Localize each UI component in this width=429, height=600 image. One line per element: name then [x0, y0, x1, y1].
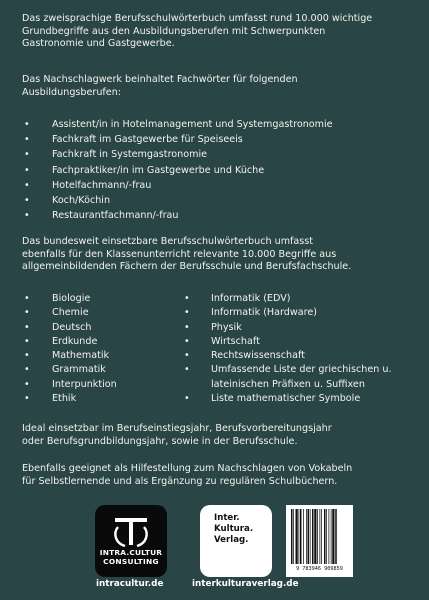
general-subjects-paragraph: [22, 236, 414, 274]
bullet: •: [24, 119, 30, 130]
list-item-label: Rechtswissenschaft: [211, 350, 305, 362]
list-item-label: Assistent/in in Hotelmanagement und Systemgastronomie: [52, 119, 333, 130]
bullet: •: [24, 393, 30, 405]
middle-line: allgemeinbildenden Fächern der Berufsschule und Berufsfachschule.: [22, 261, 352, 273]
list-item-continuation: [182, 378, 422, 392]
bullet: •: [184, 293, 190, 304]
list-item: [22, 292, 172, 306]
barcode-bar: [293, 509, 294, 564]
bullet: •: [184, 335, 190, 347]
intro-line: Das zweisprachige Berufsschulwörterbuch umfasst rund 10.000 wichtige: [22, 13, 373, 24]
list-item: [22, 306, 172, 320]
middle-line: ebenfalls für den Klassenunterricht relevante 10.000 Begriffe aus: [22, 248, 337, 260]
subject-list-left: [22, 292, 172, 406]
bullet: •: [184, 321, 190, 333]
bullet: •: [184, 350, 190, 362]
list-item: [22, 193, 414, 208]
list-item-label: Restaurantfachmann/-frau: [52, 210, 179, 222]
subject-columns: [22, 292, 422, 405]
list-item: [22, 132, 414, 147]
list-item: [182, 349, 422, 363]
list-item-label: Interpunktion: [52, 378, 117, 390]
barcode-bar: [310, 509, 311, 564]
barcode-bar: [312, 509, 314, 564]
middle-line: Das bundesweit einsetzbare Berufsschulwörterbuch umfasst: [22, 236, 314, 247]
list-item: [182, 335, 422, 349]
bullet: •: [24, 149, 30, 161]
list-item-label: Physik: [211, 321, 242, 333]
bullet: •: [24, 350, 30, 362]
barcode-bar: [321, 509, 322, 564]
list-item: [22, 178, 414, 193]
isbn-barcode: [286, 505, 353, 577]
bullet: •: [24, 321, 30, 333]
list-item: [182, 292, 422, 306]
interkultura-line3: Verlag.: [214, 535, 249, 545]
ideal-line: oder Berufsgrundbildungsjahr, sowie in der Berufsschule.: [22, 435, 298, 447]
barcode-bar: [331, 509, 332, 564]
list-item: [22, 378, 172, 392]
ideal-use-paragraph: [22, 423, 414, 448]
barcode-bar: [335, 509, 337, 564]
bullet: •: [184, 307, 190, 319]
bullet: •: [24, 164, 30, 176]
list-item: [22, 335, 172, 349]
also-suitable-paragraph: [22, 463, 414, 488]
barcode-bar: [300, 509, 302, 564]
ebenfalls-line: Ebenfalls geeignet als Hilfestellung zum Nachschlagen von Vokabeln: [22, 463, 353, 474]
bullet: •: [24, 335, 30, 347]
barcode-number: 9 783946 909859: [296, 566, 343, 572]
barcode-bar: [291, 509, 293, 564]
list-item: [182, 306, 422, 320]
list-item: [22, 349, 172, 363]
list-item-label: Mathematik: [52, 350, 110, 362]
bullet: •: [24, 179, 30, 191]
list-item-label: Informatik (EDV): [211, 293, 291, 304]
list-item: [22, 208, 414, 223]
bullet: •: [24, 364, 30, 376]
list-item: [22, 321, 172, 335]
list-item-label: Deutsch: [52, 321, 92, 333]
intracultur-mark-icon: [109, 513, 153, 549]
list-item: [22, 163, 414, 178]
list-item-label: Fachkraft in Systemgastronomie: [52, 149, 208, 161]
intracultur-line1: INTRA.CULTUR: [99, 548, 163, 557]
barcode-bar: [296, 509, 298, 564]
list-item-label: Umfassende Liste der griechischen u.: [211, 364, 392, 376]
bullet: •: [24, 307, 30, 319]
list-item: [182, 321, 422, 335]
list-item-label: Erdkunde: [52, 335, 98, 347]
barcode-bars: [290, 509, 349, 564]
barcode-bar: [317, 509, 318, 564]
list-item: [182, 392, 422, 406]
barcode-bar: [314, 509, 316, 564]
bullet: •: [24, 194, 30, 206]
barcode-bar: [299, 509, 300, 564]
bullet: •: [24, 293, 30, 304]
bullet: •: [24, 134, 30, 146]
intro-line: Gastronomie und Gastgewerbe.: [22, 38, 175, 50]
intro-paragraph: [22, 13, 414, 51]
apprenticeship-list: [22, 117, 414, 223]
list-item-label: Biologie: [52, 293, 91, 304]
intro-line: Grundbegriffe aus den Ausbildungsberufen mit Schwerpunkten: [22, 25, 326, 37]
intracultur-line2: CONSULTING: [103, 557, 159, 566]
lead-line: Ausbildungsberufen:: [22, 86, 122, 98]
list-item-label: Fachkraft im Gastgewerbe für Speiseeis: [52, 134, 243, 146]
barcode-bar: [324, 509, 326, 564]
subject-list-right: [182, 292, 422, 406]
lead-line: Das Nachschlagwerk beinhaltet Fachwörter für folgenden: [22, 74, 298, 85]
interkultura-logo: [200, 505, 272, 577]
interkultura-url[interactable]: interkulturaverlag.de: [192, 579, 299, 589]
barcode-bar: [308, 509, 310, 564]
list-item-label: Wirtschaft: [211, 335, 260, 347]
list-item-label: Informatik (Hardware): [211, 307, 317, 319]
list-item-label: Koch/Köchin: [52, 194, 111, 206]
ebenfalls-line: für Selbstlernende und als Ergänzung zu regulären Schulbüchern.: [22, 475, 338, 487]
interkultura-logo-text: [214, 513, 264, 546]
interkultura-line1: Inter.: [214, 513, 240, 523]
list-item: [22, 392, 172, 406]
bullet: •: [24, 210, 30, 222]
barcode-bar: [306, 509, 307, 564]
bullet: •: [184, 393, 190, 405]
barcode-bar: [326, 509, 327, 564]
intracultur-logo: [95, 505, 167, 577]
list-item-label: lateinischen Präfixen u. Suffixen: [211, 378, 365, 390]
barcode-bar: [320, 509, 321, 564]
list-item: [22, 363, 172, 377]
interkultura-line2: Kultura.: [214, 524, 254, 534]
ideal-line: Ideal einsetzbar im Berufseinstiegsjahr, Berufsvorbereitungsjahr: [22, 423, 332, 434]
list-item-label: Fachpraktiker/in im Gastgewerbe und Küche: [52, 164, 265, 176]
intracultur-url[interactable]: intracultur.de: [96, 579, 164, 589]
barcode-bar: [329, 509, 330, 564]
list-item-label: Grammatik: [52, 364, 106, 376]
list-item: [22, 147, 414, 162]
barcode-bar: [303, 509, 304, 564]
list-item: [22, 117, 414, 132]
list-item-label: Hotelfachmann/-frau: [52, 179, 152, 191]
bullet: •: [184, 364, 190, 376]
lead-paragraph: [22, 74, 414, 99]
list-item-label: Chemie: [52, 307, 89, 319]
list-item: [182, 363, 422, 377]
list-item-label: Liste mathematischer Symbole: [211, 393, 361, 405]
barcode-bar: [332, 509, 334, 564]
bullet: •: [24, 378, 30, 390]
list-item-label: Ethik: [52, 393, 77, 405]
